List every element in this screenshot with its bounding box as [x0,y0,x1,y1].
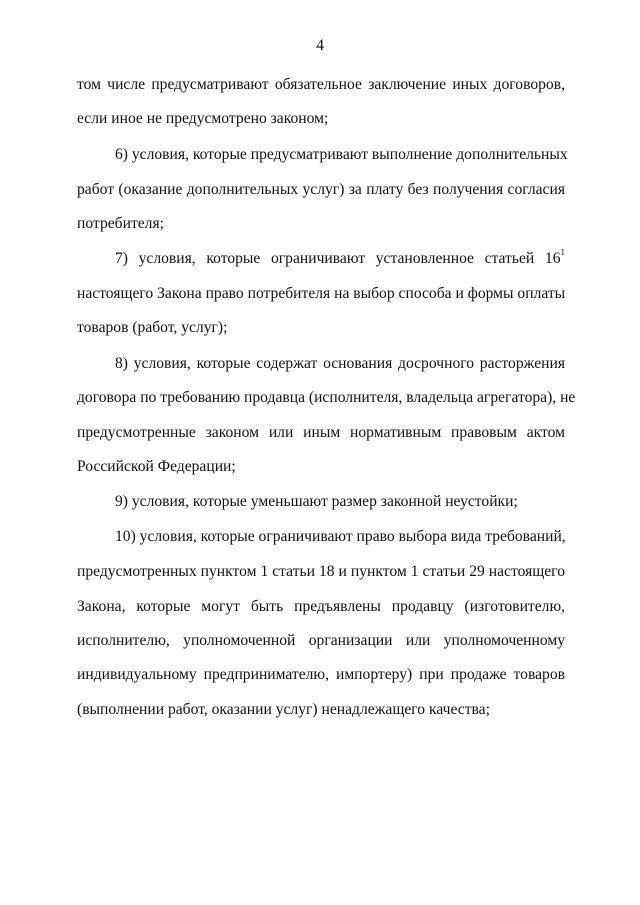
page-number: 4 [316,37,324,54]
text-line: потребителя; [77,215,164,232]
text-line: товаров (работ, услуг); [77,319,228,336]
text-line [115,246,565,269]
text-line: (выполнении работ, оказании услуг) ненадлежащего качества; [77,701,490,718]
text-line: Закона, которые могут быть предъявлены продавцу (изготовителю, [77,598,565,615]
text-line: если иное не предусмотрено законом; [77,110,329,127]
text-line: индивидуальному предпринимателю, импортеру) при продаже товаров [77,666,565,683]
text-line: настоящего Закона право потребителя на выбор способа и формы оплаты [77,285,566,302]
text-line: 8) условия, которые содержат основания досрочного расторжения [115,355,565,372]
text-line: Российской Федерации; [77,458,236,475]
text-line: работ (оказание дополнительных услуг) за плату без получения согласия [77,181,565,198]
text-line: 6) условия, которые предусматривают выполнение дополнительных [115,146,568,163]
text-line: исполнителю, уполномоченной организации или уполномоченному [77,632,565,649]
text-line-main: 7) условия, которые ограничивают установленное статьей 16 [115,250,561,267]
text-line: предусмотренные законом или иным нормативным правовым актом [77,424,565,441]
text-line: предусмотренных пунктом 1 статьи 18 и пунктом 1 статьи 29 настоящего [77,563,565,580]
text-line: договора по требованию продавца (исполнителя, владельца агрегатора), не [77,389,576,406]
text-line: том числе предусматривают обязательное заключение иных договоров, [77,76,565,93]
text-line: 10) условия, которые ограничивают право выбора вида требований, [115,528,566,545]
superscript: 1 [560,246,565,257]
text-line: 9) условия, которые уменьшают размер законной неустойки; [115,493,518,510]
